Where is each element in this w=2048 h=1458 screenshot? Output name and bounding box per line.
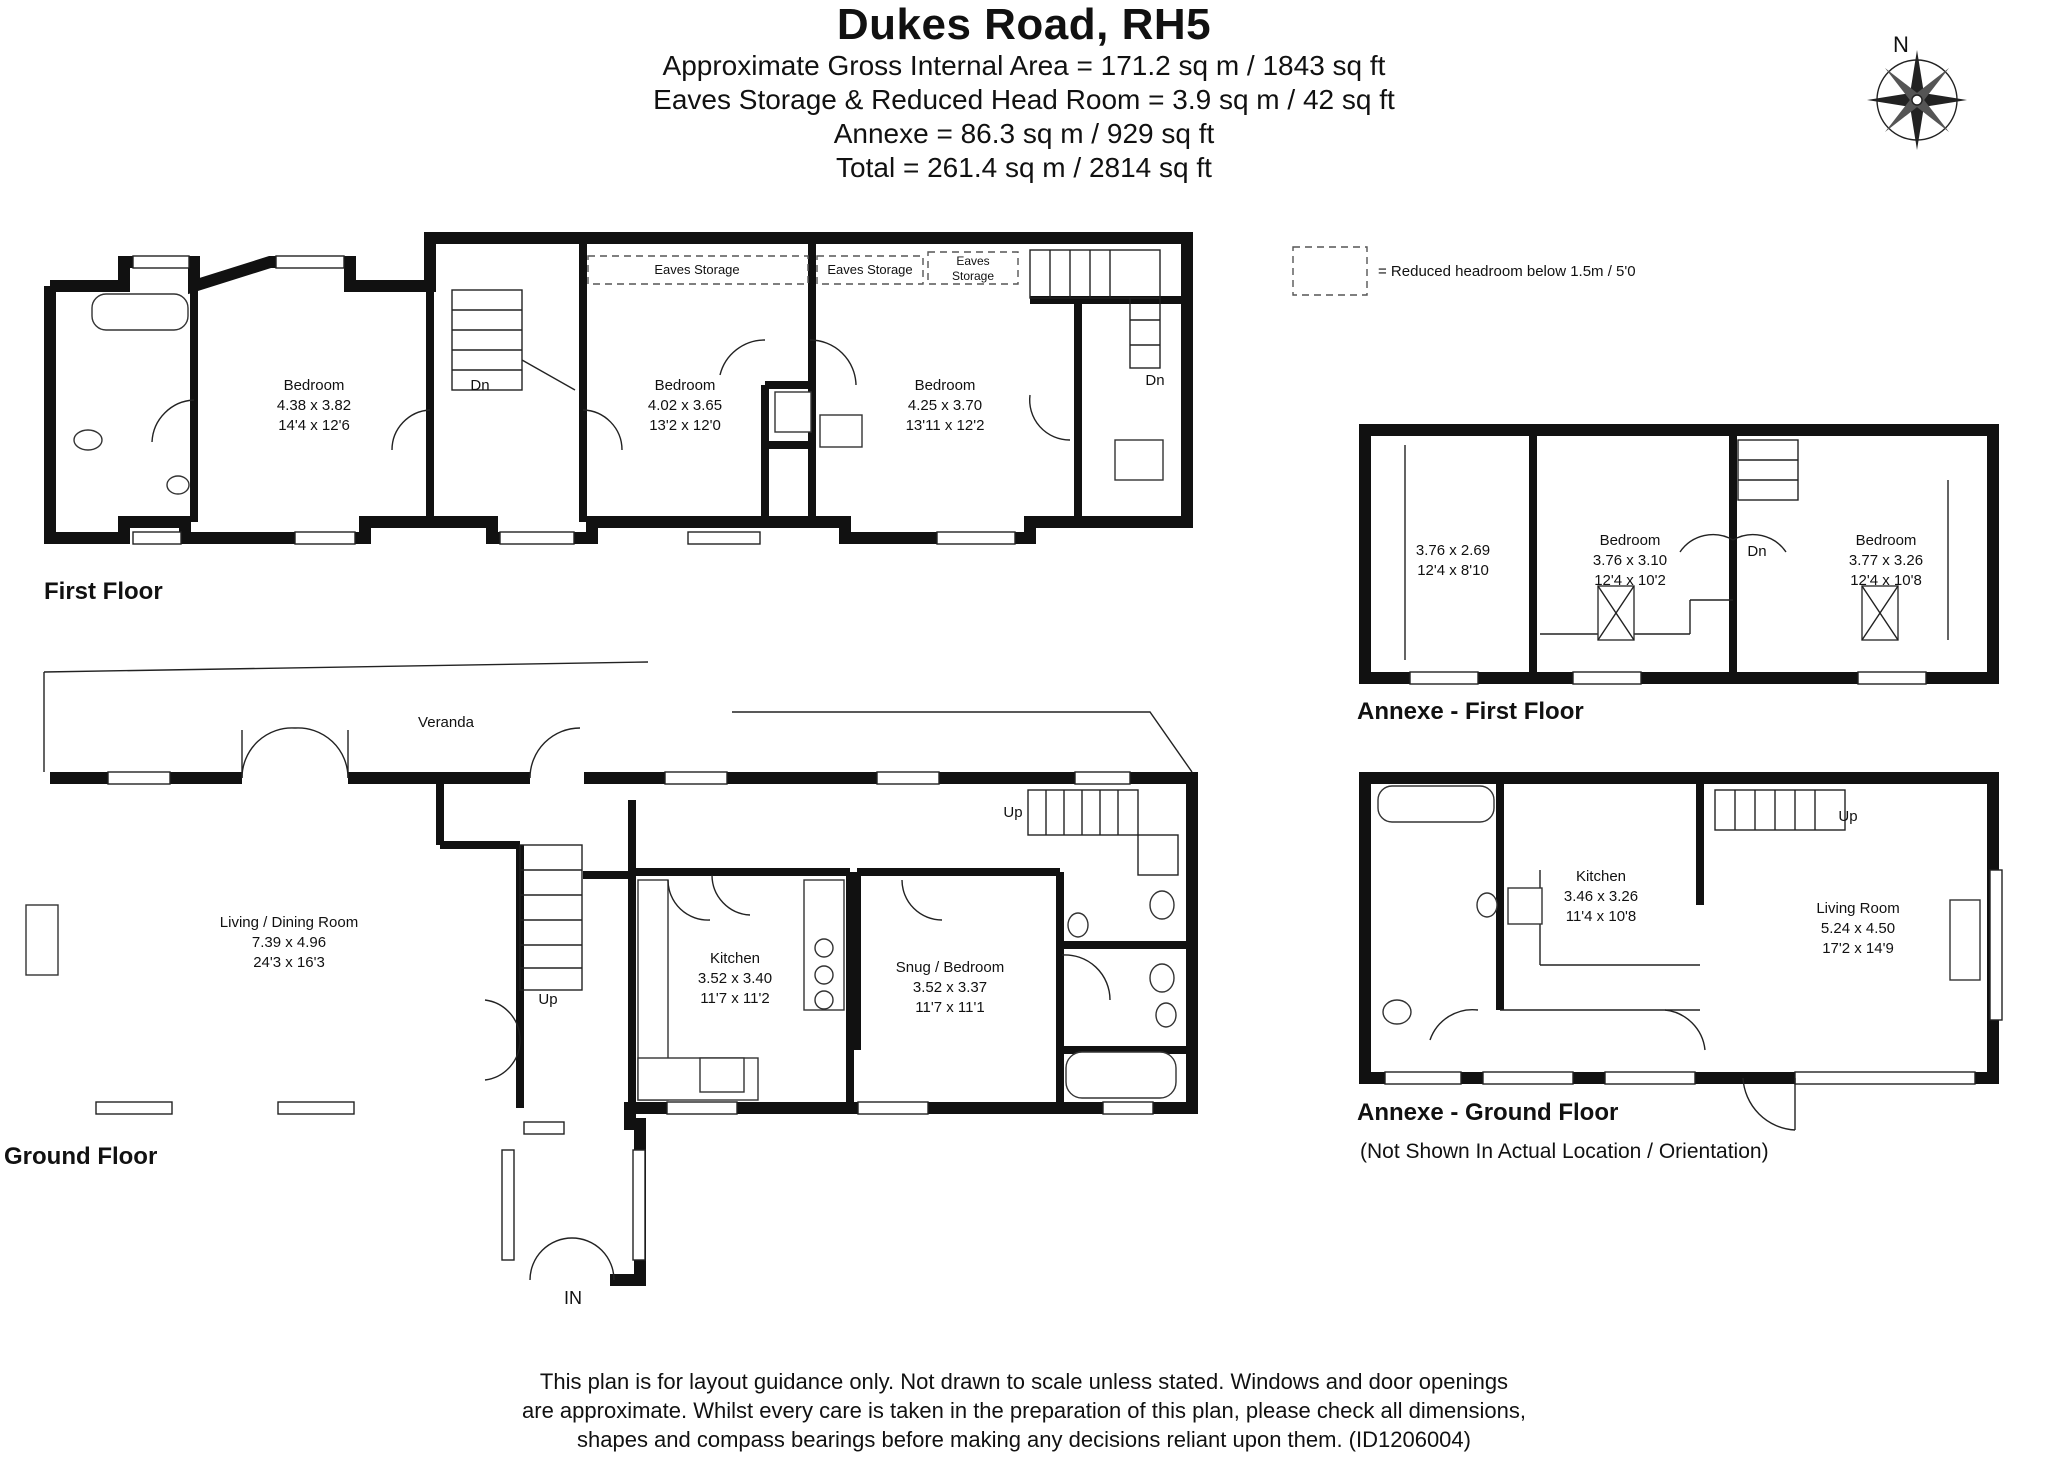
basin-vanity-first-floor — [820, 415, 862, 447]
eaves-storage-label-3a: Eaves — [956, 254, 990, 268]
kitchen-sink-icon — [700, 1058, 744, 1092]
annexe-first-floor-plan — [1365, 430, 1993, 684]
cupboard-first-floor — [1115, 440, 1163, 480]
area-eaves: Eaves Storage & Reduced Head Room = 3.9 sq m / 42 sq ft — [653, 84, 1395, 115]
disclaimer-line-1: This plan is for layout guidance only. Not drawn to scale unless stated. Windows and door openings — [539, 1369, 1509, 1394]
ff-bedroom-1-name: Bedroom — [283, 377, 345, 394]
annexe-orientation-note: (Not Shown In Actual Location / Orientation) — [1360, 1140, 1769, 1163]
gf-snug-imperial: 11'7 x 11'1 — [915, 999, 985, 1016]
ax-bedroom-1-imperial: 12'4 x 10'2 — [1594, 572, 1666, 589]
hob-ring-icon — [815, 966, 833, 984]
ax-kitchen-metric: 3.46 x 3.26 — [1563, 888, 1639, 905]
annexe-kitchen-sink — [1508, 888, 1542, 924]
gf-kitchen-imperial: 11'7 x 11'2 — [700, 990, 770, 1007]
hob-ring-icon — [815, 991, 833, 1009]
first-floor-staircase-left — [452, 290, 575, 390]
annexe-up-label: Up — [1838, 808, 1858, 825]
ax-bedroom-2-name: Bedroom — [1855, 532, 1917, 549]
gf-snug-name: Snug / Bedroom — [895, 959, 1005, 976]
area-total: Total = 261.4 sq m / 2814 sq ft — [836, 152, 1212, 183]
toilet-ground-floor-1 — [1150, 891, 1174, 919]
ff-bedroom-1-imperial: 14'4 x 12'6 — [278, 417, 350, 434]
annexe-dn-label: Dn — [1747, 543, 1767, 560]
disclaimer-line-2: are approximate. Whilst every care is taken in the preparation of this plan, please check all dimensions, — [522, 1398, 1526, 1423]
eaves-storage-label-2: Eaves Storage — [827, 262, 913, 277]
ax-living-imperial: 17'2 x 14'9 — [1822, 940, 1894, 957]
dn-label-2: Dn — [1145, 372, 1165, 389]
gf-living-name: Living / Dining Room — [219, 914, 359, 931]
dn-label-1: Dn — [470, 377, 490, 394]
hob-ring-icon — [815, 939, 833, 957]
up-label-1: Up — [538, 991, 558, 1008]
basin-ground-floor-2 — [1156, 1003, 1176, 1027]
basin-first-floor — [167, 476, 189, 494]
gf-kitchen-metric: 3.52 x 3.40 — [697, 970, 773, 987]
annexe-bathtub — [1378, 786, 1494, 822]
first-floor-label: First Floor — [44, 578, 163, 605]
reduced-headroom-legend-box — [1293, 247, 1367, 295]
annexe-basin — [1477, 893, 1497, 917]
eaves-storage-label-1: Eaves Storage — [654, 262, 740, 277]
annexe-ground-floor-plan — [1365, 778, 2002, 1130]
disclaimer-line-3: shapes and compass bearings before making any decisions reliant upon them. (ID1206004) — [577, 1427, 1471, 1452]
toilet-ground-floor-2 — [1150, 964, 1174, 992]
first-floor-plan — [50, 238, 1187, 544]
veranda-label: Veranda — [418, 714, 474, 731]
ax-bedroom-2-metric: 3.77 x 3.26 — [1848, 552, 1924, 569]
fireplace-icon — [26, 905, 58, 975]
ground-floor-plan — [26, 662, 1192, 1308]
ff-bedroom-2-imperial: 13'2 x 12'0 — [649, 417, 721, 434]
ground-floor-label: Ground Floor — [4, 1143, 158, 1170]
annexe-fireplace-icon — [1950, 900, 1980, 980]
entrance-in-label[interactable]: IN — [564, 1288, 582, 1308]
up-label-2: Up — [1003, 804, 1023, 821]
annexe-ground-floor-label: Annexe - Ground Floor — [1357, 1099, 1619, 1126]
compass-icon — [1867, 32, 1967, 150]
ff-bedroom-1-metric: 4.38 x 3.82 — [276, 397, 352, 414]
area-gross: Approximate Gross Internal Area = 171.2 sq m / 1843 sq ft — [662, 50, 1386, 81]
annexe-toilet — [1383, 1000, 1411, 1024]
gf-living-imperial: 24'3 x 16'3 — [253, 954, 325, 971]
bathtub-ground-floor — [1066, 1052, 1176, 1098]
gf-kitchen-name: Kitchen — [709, 950, 761, 967]
compass-north-label: N — [1893, 32, 1909, 57]
ax-living-name: Living Room — [1816, 900, 1900, 917]
ax-room-metric: 3.76 x 2.69 — [1415, 542, 1491, 559]
ax-living-metric: 5.24 x 4.50 — [1820, 920, 1896, 937]
eaves-storage-label-3b: Storage — [951, 269, 995, 283]
ff-bedroom-2-metric: 4.02 x 3.65 — [647, 397, 723, 414]
ff-bedroom-3-name: Bedroom — [914, 377, 976, 394]
basin-cabinet-first-floor — [775, 392, 811, 432]
ax-bedroom-1-name: Bedroom — [1599, 532, 1661, 549]
ff-bedroom-2-name: Bedroom — [654, 377, 716, 394]
basin-ground-floor — [1068, 913, 1088, 937]
ground-floor-staircase-right — [1028, 790, 1178, 875]
ax-bedroom-2-imperial: 12'4 x 10'8 — [1850, 572, 1922, 589]
ax-kitchen-imperial: 11'4 x 10'8 — [1565, 908, 1637, 925]
legend-text: = Reduced headroom below 1.5m / 5'0 — [1378, 263, 1636, 280]
ax-bedroom-1-metric: 3.76 x 3.10 — [1592, 552, 1668, 569]
first-floor-staircase-right — [1030, 250, 1160, 368]
ground-floor-staircase-left — [520, 845, 582, 990]
bathtub-first-floor — [92, 294, 188, 330]
gf-snug-metric: 3.52 x 3.37 — [912, 979, 988, 996]
ff-bedroom-3-metric: 4.25 x 3.70 — [907, 397, 983, 414]
gf-living-metric: 7.39 x 4.96 — [251, 934, 327, 951]
plan-title: Dukes Road, RH5 — [836, 0, 1212, 49]
ax-room-imperial: 12'4 x 8'10 — [1417, 562, 1489, 579]
ff-bedroom-3-imperial: 13'11 x 12'2 — [905, 417, 985, 434]
area-annexe: Annexe = 86.3 sq m / 929 sq ft — [833, 118, 1215, 149]
ax-kitchen-name: Kitchen — [1575, 868, 1627, 885]
annexe-first-floor-label: Annexe - First Floor — [1357, 698, 1584, 725]
toilet-first-floor — [74, 430, 102, 450]
